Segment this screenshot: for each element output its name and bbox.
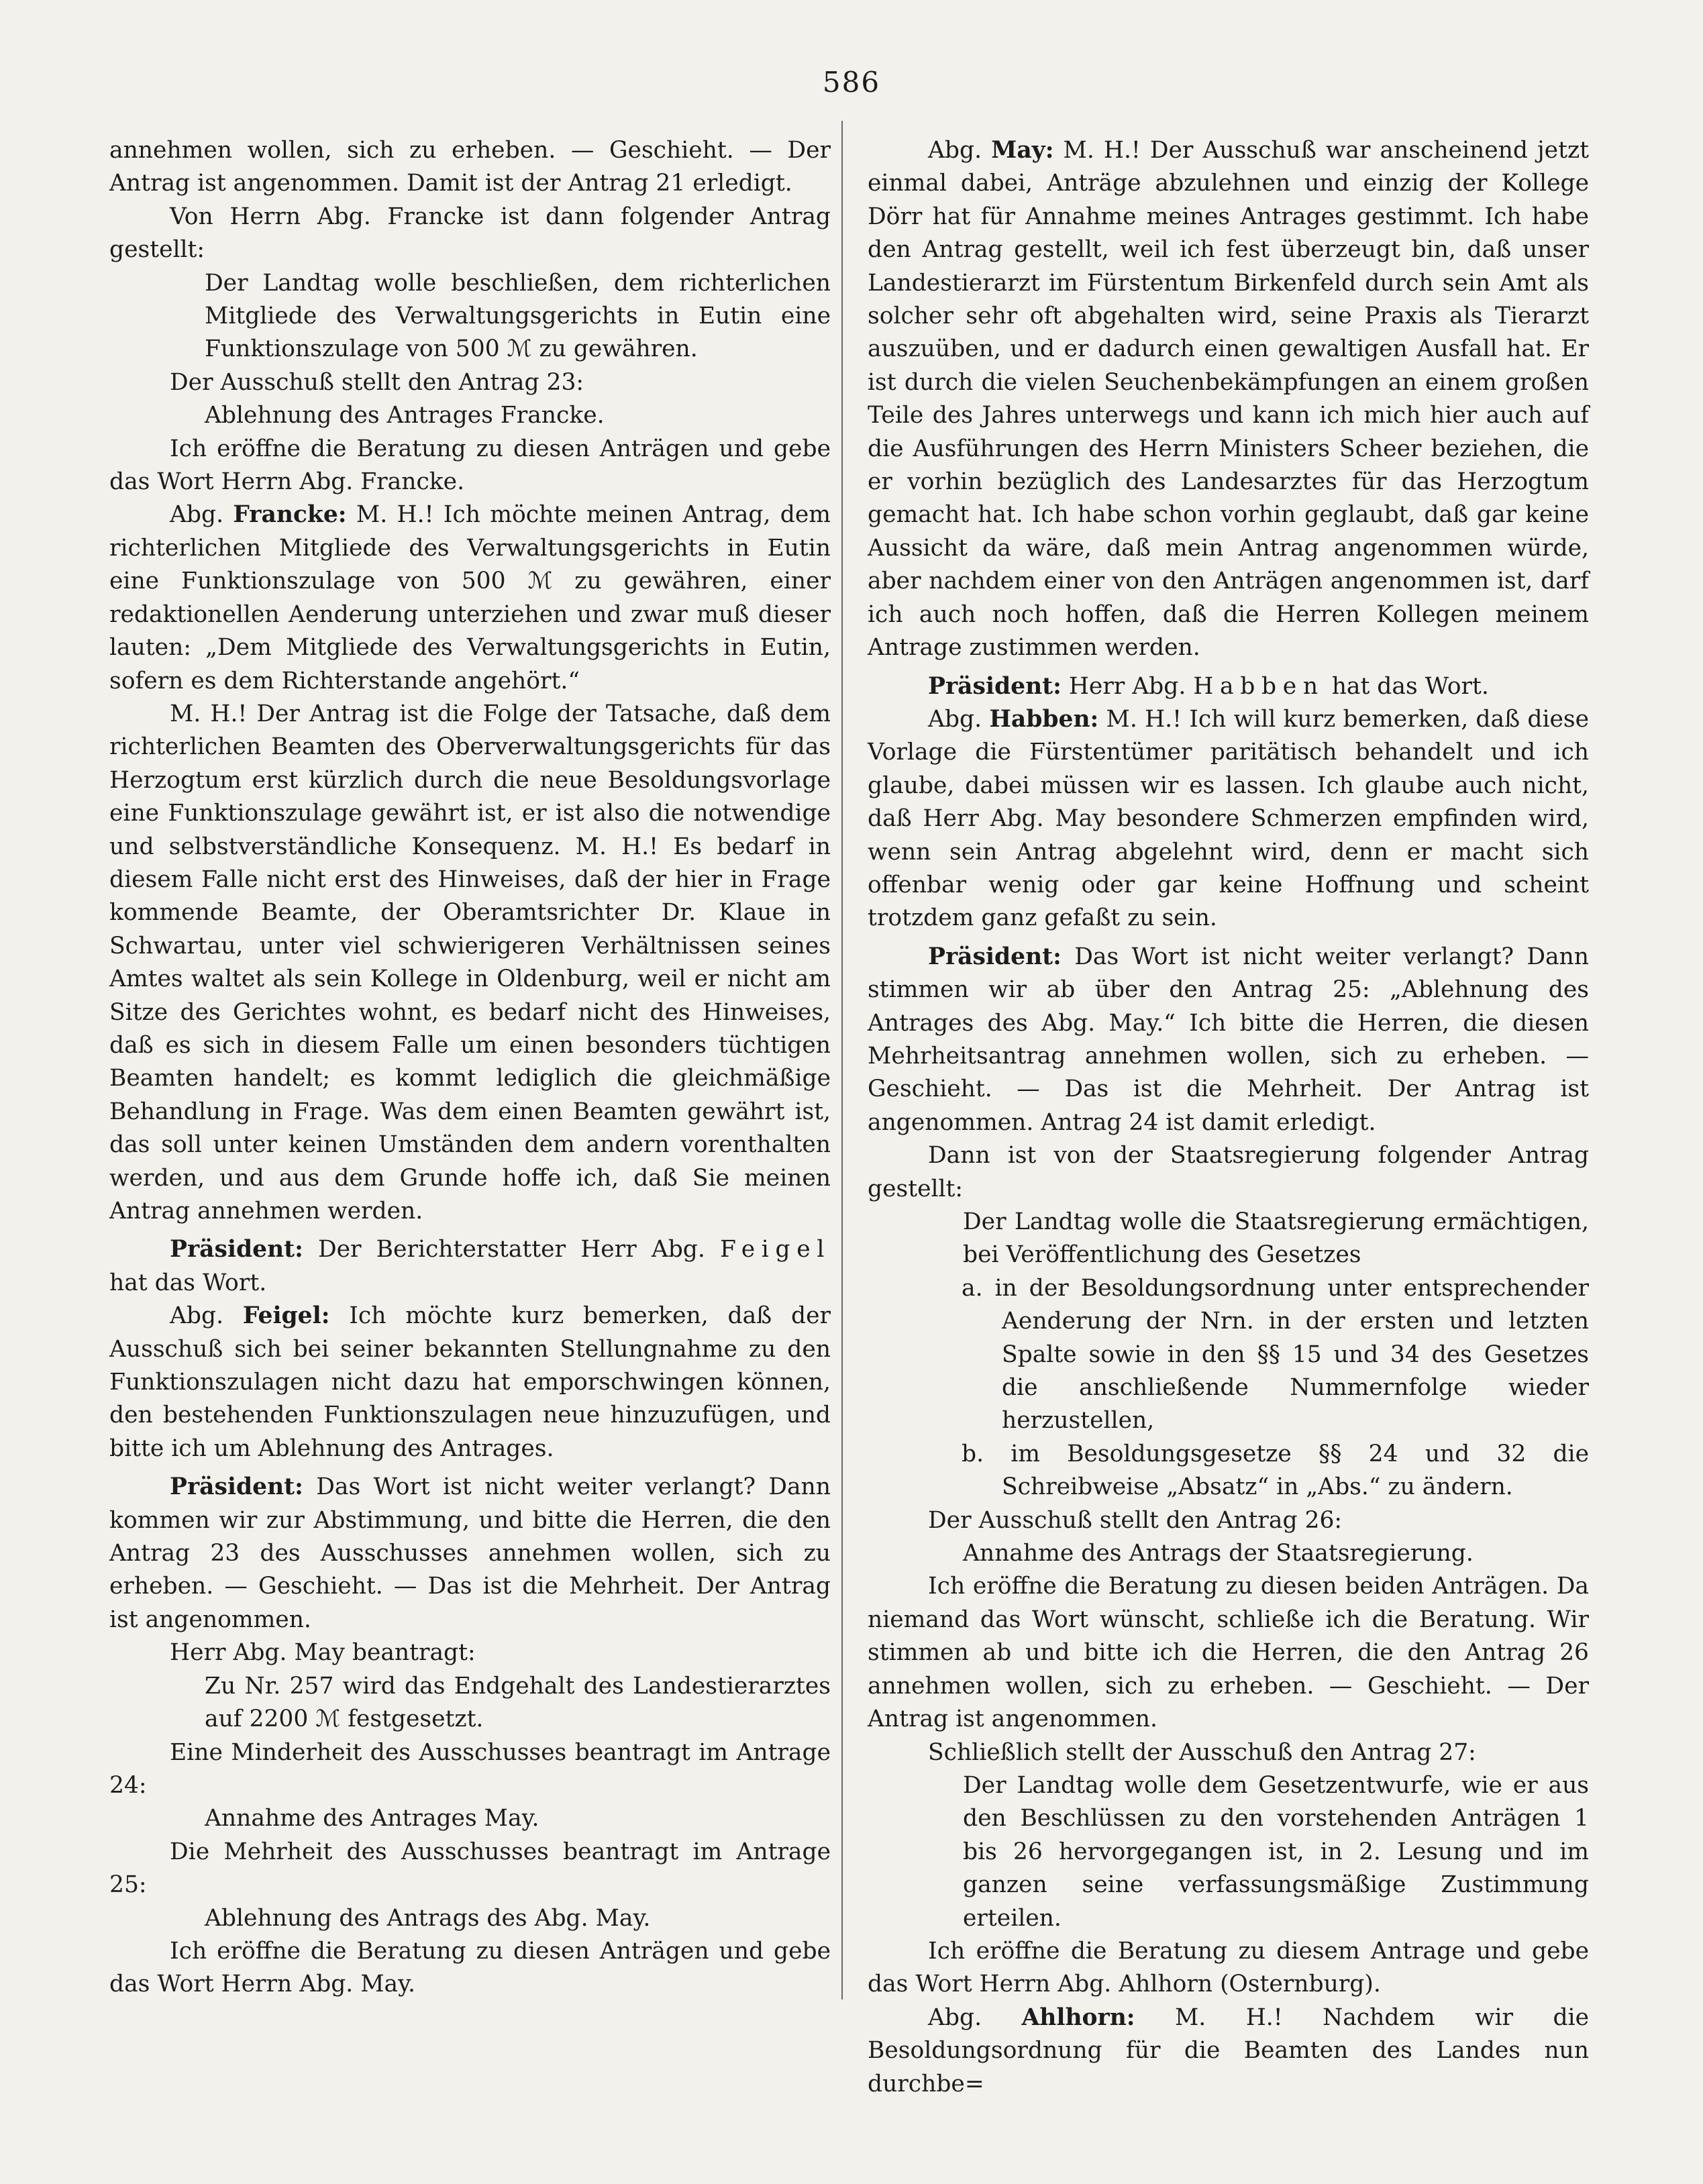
motion-text: Der Landtag wolle beschließen, dem richterlichen Mitgliede des Verwaltungsgerichts in Eutin eine Funktionszulage von 500 ℳ zu gewähren. [205,269,831,363]
speech-text: M. H.! Nachdem wir die Besoldungsordnung für die Beamten des Landes nun durchbe= [868,2004,1590,2097]
paragraph: Ich eröffne die Beratung zu diesen Anträgen und gebe das Wort Herrn Abg. May. [109,1937,831,1998]
motion-item-b: b. im Besoldungsgesetze §§ 24 und 32 die Schreibweise „Absatz“ in „Abs.“ zu ändern. [962,1440,1589,1501]
speech-paragraph [868,2001,1589,2101]
speaker-name: Präsident: [170,1236,303,1263]
speaker-prefix: Abg. [928,705,982,733]
motion-text: Der Landtag wolle dem Gesetzentwurfe, wie er aus den Beschlüssen zu den vorstehenden Anträgen 1 bis 26 hervorgegangen ist, in 2. Lesung und im ganzen seine verfassungsmäßige Zustimmung erteilen. [963,1771,1589,1932]
speaker-name: Ahlhorn: [1021,2004,1135,2031]
speech-text: M. H.! Ich will kurz bemerken, daß diese Vorlage die Fürstentümer paritätisch behandelt und ich glaube, dabei müssen wir es lassen. Ich glaube auch nicht, daß Herr Abg. May besondere Schmerzen empfinden wird, wenn sein Antrag abgelehnt wird, denn er macht sich offenbar wenig oder gar keine Hoffnung und scheint trotzdem ganz gefaßt zu sein. [868,705,1590,932]
speaker-name: Francke: [233,501,347,529]
motion-item-a: a. in der Besoldungsordnung unter entsprechender Aenderung der Nrn. in der ersten und letzten Spalte sowie in den §§ 15 und 34 des Gesetzes die anschließende Nummernfolge wieder herzustellen, [962,1274,1589,1435]
paragraph: Der Ausschuß stellt den Antrag 26: [928,1506,1343,1534]
motion-text: Ablehnung des Antrages Francke. [205,402,605,429]
person-name: Feigel [720,1236,831,1263]
right-column [868,134,1589,2101]
paragraph: Ich eröffne die Beratung zu diesem Antrage und gebe das Wort Herrn Abg. Ahlhorn (Osternburg). [868,1937,1589,1998]
speaker-prefix: Abg. [928,137,982,164]
speech-text: Der Berichterstatter Herr Abg. [317,1236,705,1263]
speech-text: M. H.! Ich möchte meinen Antrag, dem richterlichen Mitgliede des Verwaltungsgerichts in Eutin eine Funktionszulage von 500 ℳ zu gewähren, einer redaktionellen Aenderung unterziehen und zwar muß dieser lauten: „Dem Mitgliede des Verwaltungsgerichts in Eutin, sofern es dem Richterstande angehört.“ [109,501,831,694]
speaker-prefix: Abg. [170,1302,224,1330]
column-divider [841,121,843,1999]
speech-paragraph [109,1233,831,1300]
left-column [109,134,831,2001]
motion-text: Ablehnung des Antrags des Abg. May. [205,1904,651,1932]
speech-text: Das Wort ist nicht weiter verlangt? Dann kommen wir zur Abstimmung, und bitte die Herren, die den Antrag 23 des Ausschusses annehmen wollen, sich zu erheben. — Geschieht. — Das ist die Mehrheit. Der Antrag ist angenommen. [109,1473,831,1633]
speech-paragraph [868,670,1589,703]
speaker-name: Feigel: [242,1302,330,1330]
speech-text: hat das Wort. [1331,672,1489,700]
speech-paragraph [868,703,1589,935]
paragraph: Dann ist von der Staatsregierung folgender Antrag gestellt: [868,1142,1589,1202]
speech-text: Herr Abg. [1068,672,1186,700]
speaker-prefix: Abg. [928,2004,982,2031]
paragraph: Die Mehrheit des Ausschusses beantragt im Antrage 25: [109,1838,831,1899]
paragraph: Ich eröffne die Beratung zu diesen beiden Anträgen. Da niemand das Wort wünscht, schließe ich die Beratung. Wir stimmen ab und bitte ich die Herren, die den Antrag 26 annehmen wollen, sich zu erheben. — Geschieht. — Der Antrag ist angenommen. [868,1573,1589,1733]
speech-text: Das Wort ist nicht weiter verlangt? Dann stimmen wir ab über den Antrag 25: „Ablehnung des Antrages des Abg. May.“ Ich bitte die Herren, die diesen Mehrheitsantrag annehmen wollen, sich zu erheben. — Geschieht. — Das ist die Mehrheit. Der Antrag ist angenommen. Antrag 24 ist damit erledigt. [868,943,1589,1136]
speech-paragraph [868,941,1589,1139]
speech-text: Ich möchte kurz bemerken, daß der Ausschuß sich bei seiner bekannten Stellungnahme zu den Funktionszulagen nicht dazu hat emporschwingen können, den bestehenden Funktionszulagen neue hinzuzufügen, und bitte ich um Ablehnung des Antrages. [109,1302,831,1462]
paragraph: Von Herrn Abg. Francke ist dann folgender Antrag gestellt: [109,203,831,264]
speaker-prefix: Abg. [170,501,224,529]
person-name: Habben [1193,672,1325,700]
motion-text: Der Landtag wolle die Staatsregierung ermächtigen, bei Veröffentlichung des Gesetzes [963,1208,1589,1269]
motion-text: Annahme des Antrags der Staatsregierung. [963,1540,1474,1567]
paragraph: Der Ausschuß stellt den Antrag 23: [170,368,584,396]
speech-paragraph [109,1471,831,1636]
paragraph: annehmen wollen, sich zu erheben. — Geschieht. — Der Antrag ist angenommen. Damit ist der Antrag 21 erledigt. [109,137,831,197]
speech-paragraph [109,1300,831,1465]
speaker-name: May: [991,137,1054,164]
speech-text: hat das Wort. [109,1269,267,1296]
motion-text: Zu Nr. 257 wird das Endgehalt des Landestierarztes auf 2200 ℳ festgesetzt. [205,1672,831,1733]
speaker-name: Habben: [989,705,1099,733]
paragraph: Herr Abg. May beantragt: [170,1639,476,1667]
page-number: 586 [822,66,881,99]
speech-paragraph [868,134,1589,665]
paragraph: Eine Minderheit des Ausschusses beantragt im Antrage 24: [109,1738,831,1799]
speech-text: M. H.! Der Ausschuß war anscheinend jetzt einmal dabei, Anträge abzulehnen und einzig der Kollege Dörr hat für Annahme meines Antrages gestimmt. Ich habe den Antrag gestellt, weil ich fest überzeugt bin, daß unser Landestierarzt im Fürstentum Birkenfeld durch sein Amt als solcher sehr oft abgehalten wird, seine Praxis als Tierarzt auszuüben, und er dadurch einen gewaltigen Ausfall hat. Er ist durch die vielen Seuchenbekämpfungen an einem großen Teile des Jahres unterwegs und kann ich mich hier auch auf die Ausführungen des Herrn Ministers Scheer beziehen, die er vorhin bezüglich des Landesarztes für das Herzogtum gemacht hat. Ich habe schon vorhin geglaubt, daß gar keine Aussicht da wäre, daß mein Antrag angenommen würde, aber nachdem einer von den Anträgen angenommen ist, darf ich auch noch hoffen, daß die Herren Kollegen meinem Antrage zustimmen werden. [868,137,1590,662]
motion-text: Annahme des Antrages May. [205,1805,539,1832]
speaker-name: Präsident: [928,943,1062,970]
paragraph: Ich eröffne die Beratung zu diesen Anträgen und gebe das Wort Herrn Abg. Francke. [109,435,831,496]
speaker-name: Präsident: [928,672,1062,700]
paragraph: M. H.! Der Antrag ist die Folge der Tatsache, daß dem richterlichen Beamten des Oberverwaltungsgerichts für das Herzogtum erst kürzlich durch die neue Besoldungsvorlage eine Funktionszulage gewährt ist, er ist also die notwendige und selbstverständliche Konsequenz. M. H.! Es bedarf in diesem Falle nicht erst des Hinweises, daß der hier in Frage kommende Beamte, der Oberamtsrichter Dr. Klaue in Schwartau, unter viel schwierigeren Verhältnissen seines Amtes waltet als sein Kollege in Oldenburg, weil er nicht am Sitze des Gerichtes wohnt, es bedarf nicht des Hinweises, daß es sich in diesem Falle um einen besonders tüchtigen Beamten handelt; es kommt lediglich die gleichmäßige Behandlung in Frage. Was dem einen Beamten gewährt ist, das soll unter keinen Umständen dem andern vorenthalten werden, und aus dem Grunde hoffe ich, daß Sie meinen Antrag annehmen werden. [109,700,831,1225]
speech-paragraph [109,499,831,697]
speaker-name: Präsident: [170,1473,303,1501]
paragraph: Schließlich stellt der Ausschuß den Antrag 27: [928,1738,1476,1766]
